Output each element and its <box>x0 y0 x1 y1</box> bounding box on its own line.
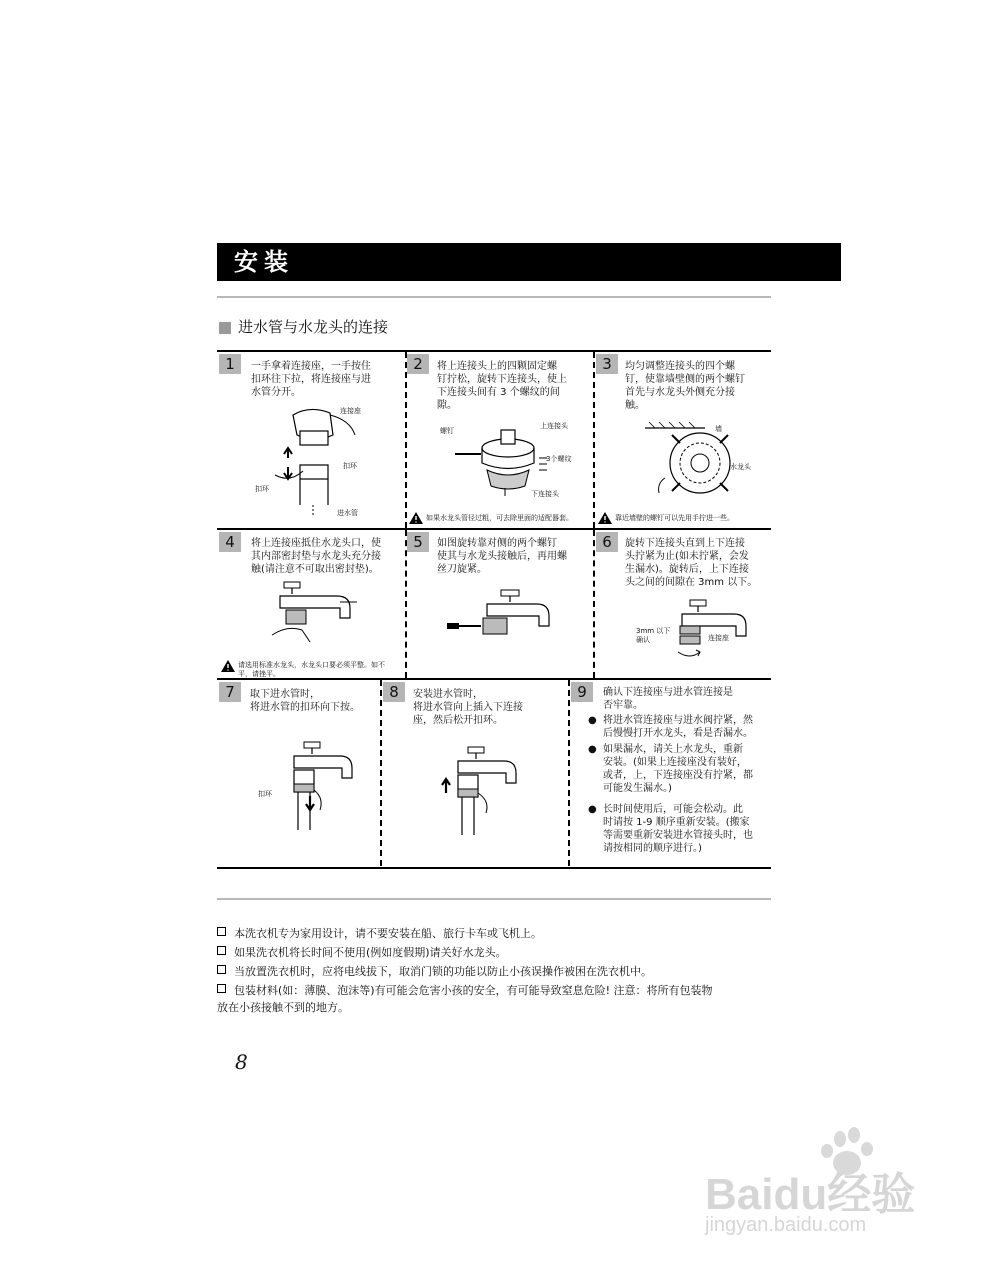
label-ring: 扣环 <box>258 790 272 798</box>
table-bottom-border <box>217 867 771 869</box>
note-item: 当放置洗衣机时，应将电线拔下，取消门锁的功能以防止小孩误操作被困在洗衣机中。 <box>217 963 652 980</box>
watermark-brand: Baidu经验 <box>705 1170 916 1219</box>
step-1-text: 一手拿着连接座，一手按住 扣环往下拉，将连接座与进 水管分开。 <box>251 361 371 398</box>
page-number: 8 <box>235 1050 248 1074</box>
step-number: 9 <box>571 682 593 702</box>
header-bar <box>217 243 841 281</box>
label-connector: 连接座 <box>340 407 361 415</box>
step-3-text: 均匀调整连接头的四个螺 钉，使靠墙壁侧的两个螺钉 首先与水龙头外侧充分接 触。 <box>625 361 745 411</box>
label-connector: 连接座 <box>708 634 729 642</box>
step-number: 7 <box>219 682 241 702</box>
step-2-text: 将上连接头上的四颗固定螺 钉拧松，旋转下连接头，使上 下连接头间有 3 个螺纹的间 隙。 <box>437 361 567 411</box>
warning-icon <box>598 512 612 524</box>
dashed-divider <box>405 530 407 678</box>
step-3-illustration <box>645 418 770 508</box>
row-1-top-border <box>217 350 771 352</box>
warning-icon <box>221 660 235 672</box>
step-7-illustration <box>270 740 370 835</box>
label-lower-connector: 下连接头 <box>531 490 559 498</box>
bullet-dot: ● <box>588 715 597 726</box>
note-item: 本洗衣机专为家用设计，请不要安装在船、旅行卡车或飞机上。 <box>217 925 542 942</box>
step-7-text: 取下进水管时， 将进水管的扣环向下按。 <box>250 689 360 713</box>
step-number: 2 <box>407 354 429 374</box>
checkbox-icon <box>217 984 226 993</box>
warning-icon <box>409 512 423 524</box>
step-8-illustration <box>440 745 540 840</box>
checkbox-icon <box>217 965 226 974</box>
step-9-bullet: 长时间使用后，可能会松动。此 时请按 1-9 顺序重新安装。(搬家 等需要重新安装进水管接头时，也 请按相同的顺序进行。) <box>603 804 753 854</box>
dashed-divider <box>568 680 570 866</box>
step-6-illustration <box>660 598 760 664</box>
label-ring: 扣环 <box>255 485 269 493</box>
dashed-divider <box>593 530 595 678</box>
divider <box>217 296 771 298</box>
label-faucet: 水龙头 <box>730 463 751 471</box>
step-number: 8 <box>383 682 405 702</box>
label-screw: 螺钉 <box>440 427 454 435</box>
step-4-warning: 请选用标准水龙头，水龙头口要必须平整。如不 平，请挫平。 <box>238 661 385 678</box>
label-thread-gap: 3个螺纹 <box>546 455 572 463</box>
label-wall: 墙 <box>715 425 722 433</box>
step-1-illustration <box>255 405 395 523</box>
note-item: 包装材料(如：薄膜、泡沫等)有可能会危害小孩的安全，有可能导致窒息危险! 注意：将所有包装物 放在小孩接触不到的地方。 <box>217 984 713 1014</box>
checkbox-icon <box>217 927 226 936</box>
checkbox-icon <box>217 946 226 955</box>
note-item: 如果洗衣机将长时间不使用(例如度假期)请关好水龙头。 <box>217 944 507 961</box>
bullet-dot: ● <box>588 804 597 815</box>
label-upper-connector: 上连接头 <box>540 422 568 430</box>
watermark-url: jingyan.baidu.com <box>705 1214 867 1236</box>
step-6-text: 旋转下连接头直到上下连接 头拧紧为止(如未拧紧，会发 生漏水)。旋转后，上下连接 头之间的间隙在 3mm 以下。 <box>625 538 758 588</box>
row-2-top-border <box>217 528 771 530</box>
step-5-illustration <box>445 588 555 648</box>
label-gap: 3mm 以下 确认 <box>636 627 671 644</box>
dashed-divider <box>593 352 595 528</box>
label-inlet-hose: 进水管 <box>337 509 358 517</box>
step-9-text: 确认下连接座与进水管连接是 否牢靠。 <box>603 687 733 711</box>
step-4-text: 将上连接座抵住水龙头口，使 其内部密封垫与水龙头充分接 触(请注意不可取出密封垫)。 <box>251 538 381 575</box>
dashed-divider <box>405 352 407 528</box>
step-number: 3 <box>596 354 618 374</box>
step-4-illustration <box>262 580 362 648</box>
divider <box>217 898 771 900</box>
step-5-text: 如图旋转靠对侧的两个螺钉 使其与水龙头接触后，再用螺 丝刀旋紧。 <box>437 538 567 575</box>
page-title: 安装 <box>234 248 294 276</box>
step-number: 5 <box>407 532 429 552</box>
step-number: 1 <box>219 354 241 374</box>
step-3-warning: 靠近墙壁的螺钉可以先用手拧进一些。 <box>615 514 734 522</box>
section-title: 进水管与水龙头的连接 <box>238 318 389 336</box>
step-8-text: 安装进水管时， 将进水管向上插入下连接 座，然后松开扣环。 <box>413 689 523 726</box>
step-9-bullet: 将进水管连接座与进水阀拧紧，然 后慢慢打开水龙头，看是否漏水。 <box>603 715 753 739</box>
section-marker <box>219 322 231 334</box>
step-number: 4 <box>219 532 241 552</box>
step-2-warning: 如果水龙头管径过粗，可去除里面的适配器套。 <box>426 514 573 522</box>
step-9-bullet: 如果漏水，请关上水龙头，重新 安装。(如果上连接座没有装好， 或者，上，下连接座没有拧紧，都 可能发生漏水。) <box>603 744 753 794</box>
dashed-divider <box>380 680 382 866</box>
bullet-dot: ● <box>588 744 597 755</box>
row-3-top-border <box>217 678 771 680</box>
step-number: 6 <box>596 532 618 552</box>
label-ring: 扣环 <box>343 462 357 470</box>
